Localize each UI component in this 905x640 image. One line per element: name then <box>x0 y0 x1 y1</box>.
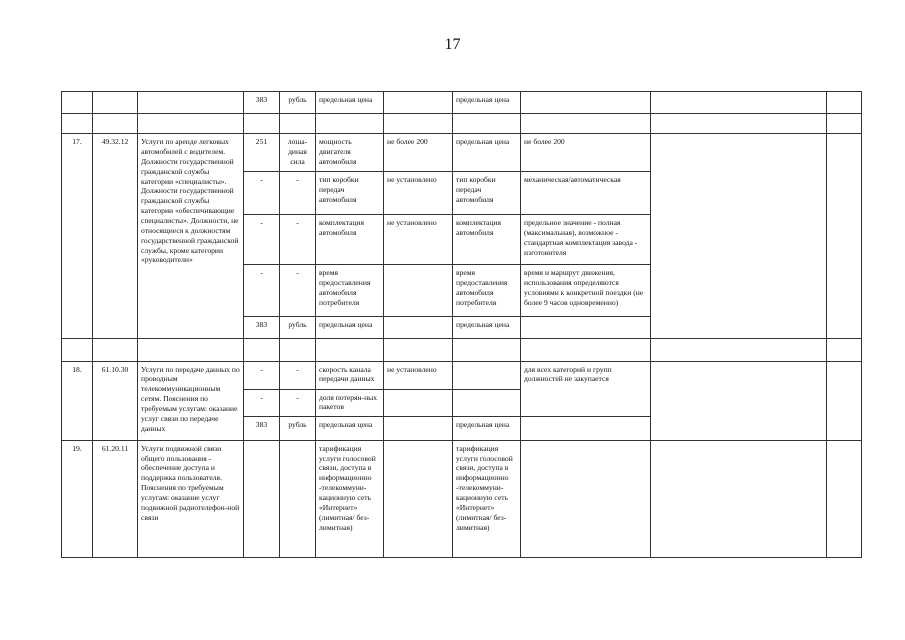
row-number: 19. <box>62 440 93 557</box>
value-2 <box>521 416 651 440</box>
characteristic: доля потерян-ных пакетов <box>316 389 384 416</box>
unit-name: - <box>280 389 316 416</box>
characteristic-2: предельная цена <box>453 317 521 339</box>
unit-name: рубль <box>280 92 316 114</box>
okei-code: 383 <box>244 416 280 440</box>
table-row <box>62 361 862 389</box>
okei-code: 251 <box>244 134 280 172</box>
requirements-table <box>61 91 862 558</box>
okei-code: - <box>244 361 280 389</box>
okei-code: 383 <box>244 317 280 339</box>
service-name: Услуги подвижной связи общего пользования - обеспечение доступа и поддержка пользователя. Пояснения по требуемым услугам: оказание услуг подвижной радиотелефон-ной связи <box>138 440 244 557</box>
value-2: предельное значение - полная (максимальная), возможное - стандартная комплектация завода - изготовителя <box>521 215 651 265</box>
value-approved <box>384 416 453 440</box>
service-name: Услуги по аренде легковых автомобилей с водителем. Должности государственной гражданской службы категории «специалисты». Должности государственной гражданской службы категории «обеспечивающие специалисты». Должности, не относящиеся к должностям государственной гражданской службы, кроме категории «руководители» <box>138 134 244 339</box>
characteristic: предельная цена <box>316 92 384 114</box>
okei-code: - <box>244 389 280 416</box>
characteristic-2: предельная цена <box>453 416 521 440</box>
characteristic: комплектация автомобиля <box>316 215 384 265</box>
characteristic-2 <box>453 361 521 389</box>
characteristic-2: комплектация автомобиля <box>453 215 521 265</box>
value-approved <box>384 317 453 339</box>
characteristic-2 <box>453 389 521 416</box>
okei-code: - <box>244 172 280 215</box>
unit-name: лоша- диная сила <box>280 134 316 172</box>
spacer-row <box>62 114 862 134</box>
unit-name: - <box>280 265 316 317</box>
characteristic: скорость канала передачи данных <box>316 361 384 389</box>
unit-name: - <box>280 361 316 389</box>
spacer-row <box>62 339 862 361</box>
value-approved <box>384 265 453 317</box>
service-name: Услуги по передаче данных по проводным телекоммуникационным сетям. Пояснения по требуемым услугам: оказание услуг связи по передаче данных <box>138 361 244 440</box>
okpd-code: 61.10.30 <box>93 361 138 440</box>
table-row <box>62 440 862 557</box>
unit-name: - <box>280 172 316 215</box>
characteristic-2: тарификация услуги голосовой связи, доступа в информационно -телекоммуни-кационную сеть «Интернет» (лимитная/ без-лимитная) <box>453 440 521 557</box>
characteristic-2: время предоставления автомобиля потребителя <box>453 265 521 317</box>
value-approved: не более 200 <box>384 134 453 172</box>
characteristic-2: тип коробки передач автомобиля <box>453 172 521 215</box>
unit-name: - <box>280 215 316 265</box>
okpd-code: 61.20.11 <box>93 440 138 557</box>
unit-name: рубль <box>280 317 316 339</box>
value-approved <box>384 389 453 416</box>
value-2: время и маршрут движения, использования определяются условиями к конкретной поездки (не более 9 часов одновременно) <box>521 265 651 317</box>
row-number: 18. <box>62 361 93 440</box>
characteristic: предельная цена <box>316 416 384 440</box>
characteristic: мощность двигателя автомобиля <box>316 134 384 172</box>
value-approved: не установлено <box>384 172 453 215</box>
characteristic: тип коробки передач автомобиля <box>316 172 384 215</box>
value-approved <box>384 92 453 114</box>
value-approved: не установлено <box>384 361 453 389</box>
characteristic: время предоставления автомобиля потребителя <box>316 265 384 317</box>
characteristic: тарификация услуги голосовой связи, доступа в информационно -телекоммуни-кационную сеть «Интернет» (лимитная/ без-лимитная) <box>316 440 384 557</box>
okei-code: 383 <box>244 92 280 114</box>
okpd-code: 49.32.12 <box>93 134 138 339</box>
okei-code: - <box>244 265 280 317</box>
characteristic-2: предельная цена <box>453 134 521 172</box>
value-approved: не установлено <box>384 215 453 265</box>
page-number: 17 <box>444 36 461 53</box>
value-2 <box>521 317 651 339</box>
value-2 <box>521 92 651 114</box>
table-row <box>62 134 862 172</box>
value-2: не более 200 <box>521 134 651 172</box>
value-2: для всех категорий и групп должностей не закупается <box>521 361 651 416</box>
unit-name: рубль <box>280 416 316 440</box>
characteristic: предельная цена <box>316 317 384 339</box>
value-2: механическая/автоматическая <box>521 172 651 215</box>
characteristic-2: предельная цена <box>453 92 521 114</box>
table-row <box>62 92 862 114</box>
okei-code: - <box>244 215 280 265</box>
row-number: 17. <box>62 134 93 339</box>
